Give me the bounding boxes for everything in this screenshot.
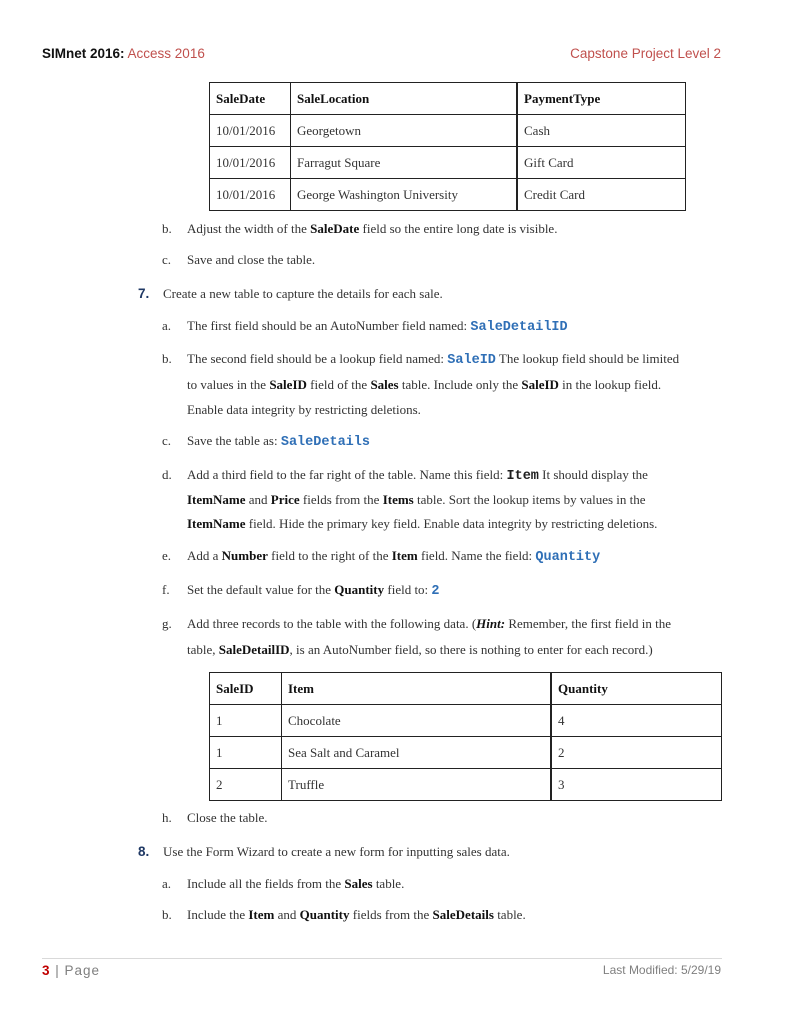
instruction-8b: Include the Item and Quantity fields from the SaleDetails table. xyxy=(187,907,526,922)
code-text: SaleID xyxy=(447,353,496,368)
header-product: Access 2016 xyxy=(124,46,205,61)
step-marker: d. xyxy=(162,467,172,482)
instruction-7d-line1: Add a third field to the far right of the table. Name this field: Item It should display the xyxy=(187,467,648,484)
table-cell: Georgetown xyxy=(291,115,518,147)
step-marker: b. xyxy=(162,221,172,236)
code-text: SaleDetailID xyxy=(470,320,568,335)
instruction-7d-line2: ItemName and Price fields from the Items table. Sort the lookup items by values in the xyxy=(187,492,646,507)
instruction-7f: Set the default value for the Quantity field to: 2 xyxy=(187,582,440,599)
table-cell: 2 xyxy=(210,769,282,801)
code-text: Item xyxy=(506,469,539,484)
table-row xyxy=(210,115,686,147)
step-marker: c. xyxy=(162,252,172,267)
step-marker: b. xyxy=(162,907,172,922)
footer-page-number xyxy=(42,963,100,978)
table-header-cell: PaymentType xyxy=(517,83,686,115)
step-marker: a. xyxy=(162,876,172,891)
instruction-7: Create a new table to capture the details for each sale. xyxy=(163,286,443,301)
table-header-cell: SaleDate xyxy=(210,83,291,115)
footer-last-modified: Last Modified: 5/29/19 xyxy=(602,963,721,977)
header-project-title: Capstone Project Level 2 xyxy=(570,46,721,61)
table-row xyxy=(210,769,722,801)
instruction-7g-line2: table, SaleDetailID, is an AutoNumber field, so there is nothing to enter for each record.) xyxy=(187,642,653,657)
instruction-7c: Save the table as: SaleDetails xyxy=(187,433,370,450)
instruction-8: Use the Form Wizard to create a new form for inputting sales data. xyxy=(163,844,510,859)
table-header-row xyxy=(210,673,722,705)
footer-divider xyxy=(42,958,722,959)
header-brand: SIMnet 2016: xyxy=(42,46,125,61)
table-cell: Gift Card xyxy=(517,147,686,179)
table-cell: Credit Card xyxy=(517,179,686,211)
instruction-7b-line2: to values in the SaleID field of the Sales table. Include only the SaleID in the lookup field. xyxy=(187,377,662,392)
table-cell: 10/01/2016 xyxy=(210,179,291,211)
table-cell: 3 xyxy=(551,769,722,801)
table-row xyxy=(210,737,722,769)
code-text: 2 xyxy=(431,584,440,599)
table-cell: 1 xyxy=(210,737,282,769)
instruction-7a: The first field should be an AutoNumber field named: SaleDetailID xyxy=(187,318,568,335)
page-label: | Page xyxy=(50,963,101,978)
table-cell: Sea Salt and Caramel xyxy=(282,737,552,769)
step-marker: h. xyxy=(162,810,172,825)
table-header-cell: SaleLocation xyxy=(291,83,518,115)
step-number-7: 7. xyxy=(138,286,150,301)
instruction-7b-line3: Enable data integrity by restricting deletions. xyxy=(187,402,421,417)
table-cell: Farragut Square xyxy=(291,147,518,179)
instruction-7d-line3: ItemName field. Hide the primary key field. Enable data integrity by restricting deletions. xyxy=(187,516,658,531)
table-cell: Truffle xyxy=(282,769,552,801)
table-header-cell: Quantity xyxy=(551,673,722,705)
step-marker: g. xyxy=(162,616,172,631)
sales-table xyxy=(209,82,686,211)
table-header-row xyxy=(210,83,686,115)
table-cell: Chocolate xyxy=(282,705,552,737)
step-marker: a. xyxy=(162,318,172,333)
table-cell: Cash xyxy=(517,115,686,147)
table-row xyxy=(210,705,722,737)
table-row xyxy=(210,147,686,179)
step-marker: b. xyxy=(162,351,172,366)
table-row xyxy=(210,179,686,211)
code-text: SaleDetails xyxy=(280,435,370,450)
step-marker: e. xyxy=(162,548,172,563)
table-cell: 2 xyxy=(551,737,722,769)
instruction-7e: Add a Number field to the right of the Item field. Name the field: Quantity xyxy=(187,548,601,565)
step-number-8: 8. xyxy=(138,844,150,859)
step-marker: c. xyxy=(162,433,172,448)
instruction-6c: Save and close the table. xyxy=(187,252,316,267)
instruction-7h: Close the table. xyxy=(187,810,268,825)
table-cell: 1 xyxy=(210,705,282,737)
table-header-cell: Item xyxy=(282,673,552,705)
step-marker: f. xyxy=(162,582,170,597)
header-left xyxy=(42,46,205,61)
table-cell: 10/01/2016 xyxy=(210,115,291,147)
instruction-8a: Include all the fields from the Sales table. xyxy=(187,876,405,891)
table-header-cell: SaleID xyxy=(210,673,282,705)
table-cell: 4 xyxy=(551,705,722,737)
table-cell: 10/01/2016 xyxy=(210,147,291,179)
instruction-7g-line1: Add three records to the table with the following data. (Hint: Remember, the first field in the xyxy=(187,616,671,631)
sale-details-table xyxy=(209,672,722,801)
table-cell: George Washington University xyxy=(291,179,518,211)
code-text: Quantity xyxy=(535,550,601,565)
instruction-7b-line1: The second field should be a lookup field named: SaleID The lookup field should be limited xyxy=(187,351,680,368)
page-number: 3 xyxy=(42,963,51,978)
instruction-6b: Adjust the width of the SaleDate field so the entire long date is visible. xyxy=(187,221,558,236)
